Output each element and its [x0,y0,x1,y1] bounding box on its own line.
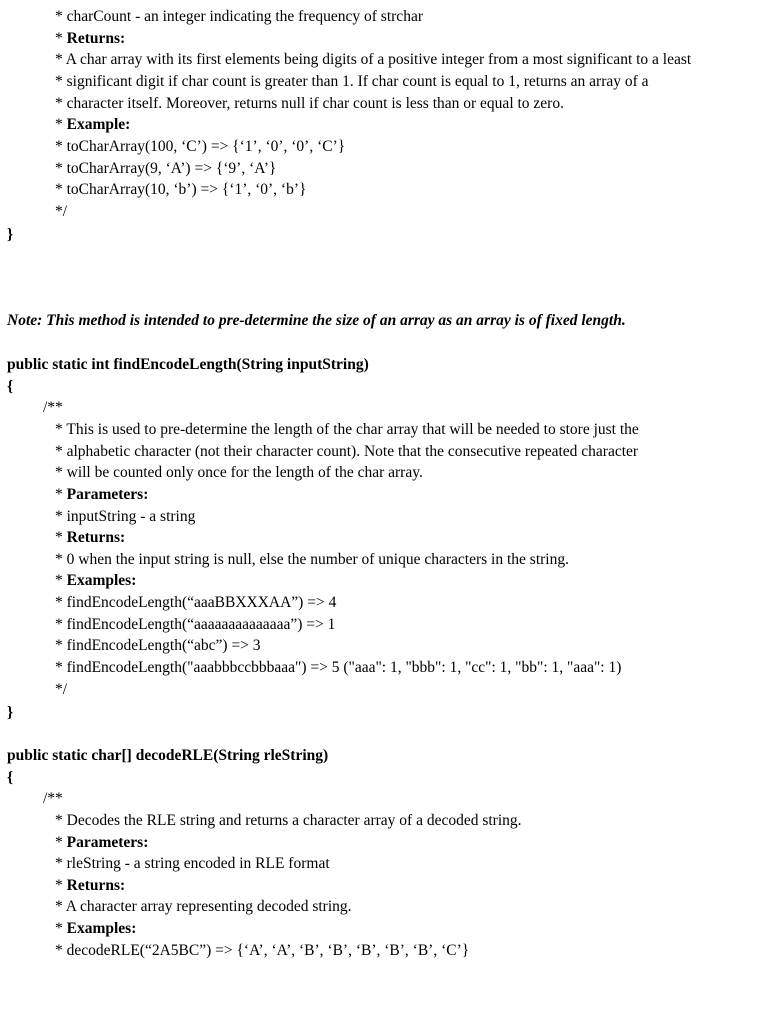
returns-heading: Returns: [66,30,126,47]
returns-heading: Returns: [66,529,126,546]
doc-comment-close: */ [55,203,68,220]
doc-line: * findEncodeLength(“aaaBBXXXAA”) => 4 [55,594,337,611]
method-signature: public static int findEncodeLength(String inputString) [7,356,369,373]
doc-line: * findEncodeLength(“abc”) => 3 [55,637,261,654]
doc-line: * findEncodeLength(“aaaaaaaaaaaaaa”) => 1 [55,616,336,633]
doc-line: * Decodes the RLE string and returns a character array of a decoded string. [55,812,522,829]
doc-comment-close: */ [55,681,68,698]
doc-line: * 0 when the input string is null, else the number of unique characters in the string. [55,551,569,568]
examples-heading: Examples: [66,572,137,589]
parameters-heading: Parameters: [66,486,149,503]
doc-comment-open: /** [43,399,63,416]
doc-line: * charCount - an integer indicating the frequency of strchar [55,8,423,25]
parameters-heading: Parameters: [66,834,149,851]
examples-heading: Examples: [66,920,137,937]
doc-line: * significant digit if char count is greater than 1. If char count is equal to 1, returns an array of a [55,73,649,90]
doc-comment-open: /** [43,790,63,807]
open-brace: { [7,769,14,786]
doc-line: * findEncodeLength("aaabbbccbbbaaa") => 5 ("aaa": 1, "bbb": 1, "cc": 1, "bb": 1, "aaa": 1) [55,659,622,676]
returns-heading: Returns: [66,877,126,894]
doc-line: * toCharArray(9, ‘A’) => {‘9’, ‘A’} [55,160,277,177]
doc-heading-example: * Example: [55,116,131,133]
note-text: Note: This method is intended to pre-determine the size of an array as an array is of fixed length. [7,312,626,329]
doc-line: * alphabetic character (not their character count). Note that the consecutive repeated character [55,443,639,460]
doc-heading-returns: * Returns: [55,529,126,546]
method-signature: public static char[] decodeRLE(String rleString) [7,747,329,764]
close-brace: } [7,704,14,721]
doc-heading-examples: * Examples: [55,572,137,589]
doc-line: * A character array representing decoded string. [55,898,352,915]
doc-line: * will be counted only once for the length of the char array. [55,464,423,481]
doc-heading-returns: * Returns: [55,877,126,894]
open-brace: { [7,378,14,395]
doc-heading-returns: * Returns: [55,30,126,47]
doc-heading-parameters: * Parameters: [55,834,149,851]
doc-line: * toCharArray(100, ‘C’) => {‘1’, ‘0’, ‘0’, ‘C’} [55,138,346,155]
doc-line: * toCharArray(10, ‘b’) => {‘1’, ‘0’, ‘b’} [55,181,307,198]
doc-line: * This is used to pre-determine the length of the char array that will be needed to store just the [55,421,639,438]
doc-line: * rleString - a string encoded in RLE format [55,855,330,872]
doc-line: * A char array with its first elements being digits of a positive integer from a most significant to a least [55,51,692,68]
doc-line: * character itself. Moreover, returns null if char count is less than or equal to zero. [55,95,564,112]
doc-line: * decodeRLE(“2A5BC”) => {‘A’, ‘A’, ‘B’, ‘B’, ‘B’, ‘B’, ‘B’, ‘C’} [55,942,470,959]
doc-heading-examples: * Examples: [55,920,137,937]
doc-heading-parameters: * Parameters: [55,486,149,503]
example-heading: Example: [66,116,131,133]
close-brace: } [7,226,14,243]
doc-line: * inputString - a string [55,508,196,525]
